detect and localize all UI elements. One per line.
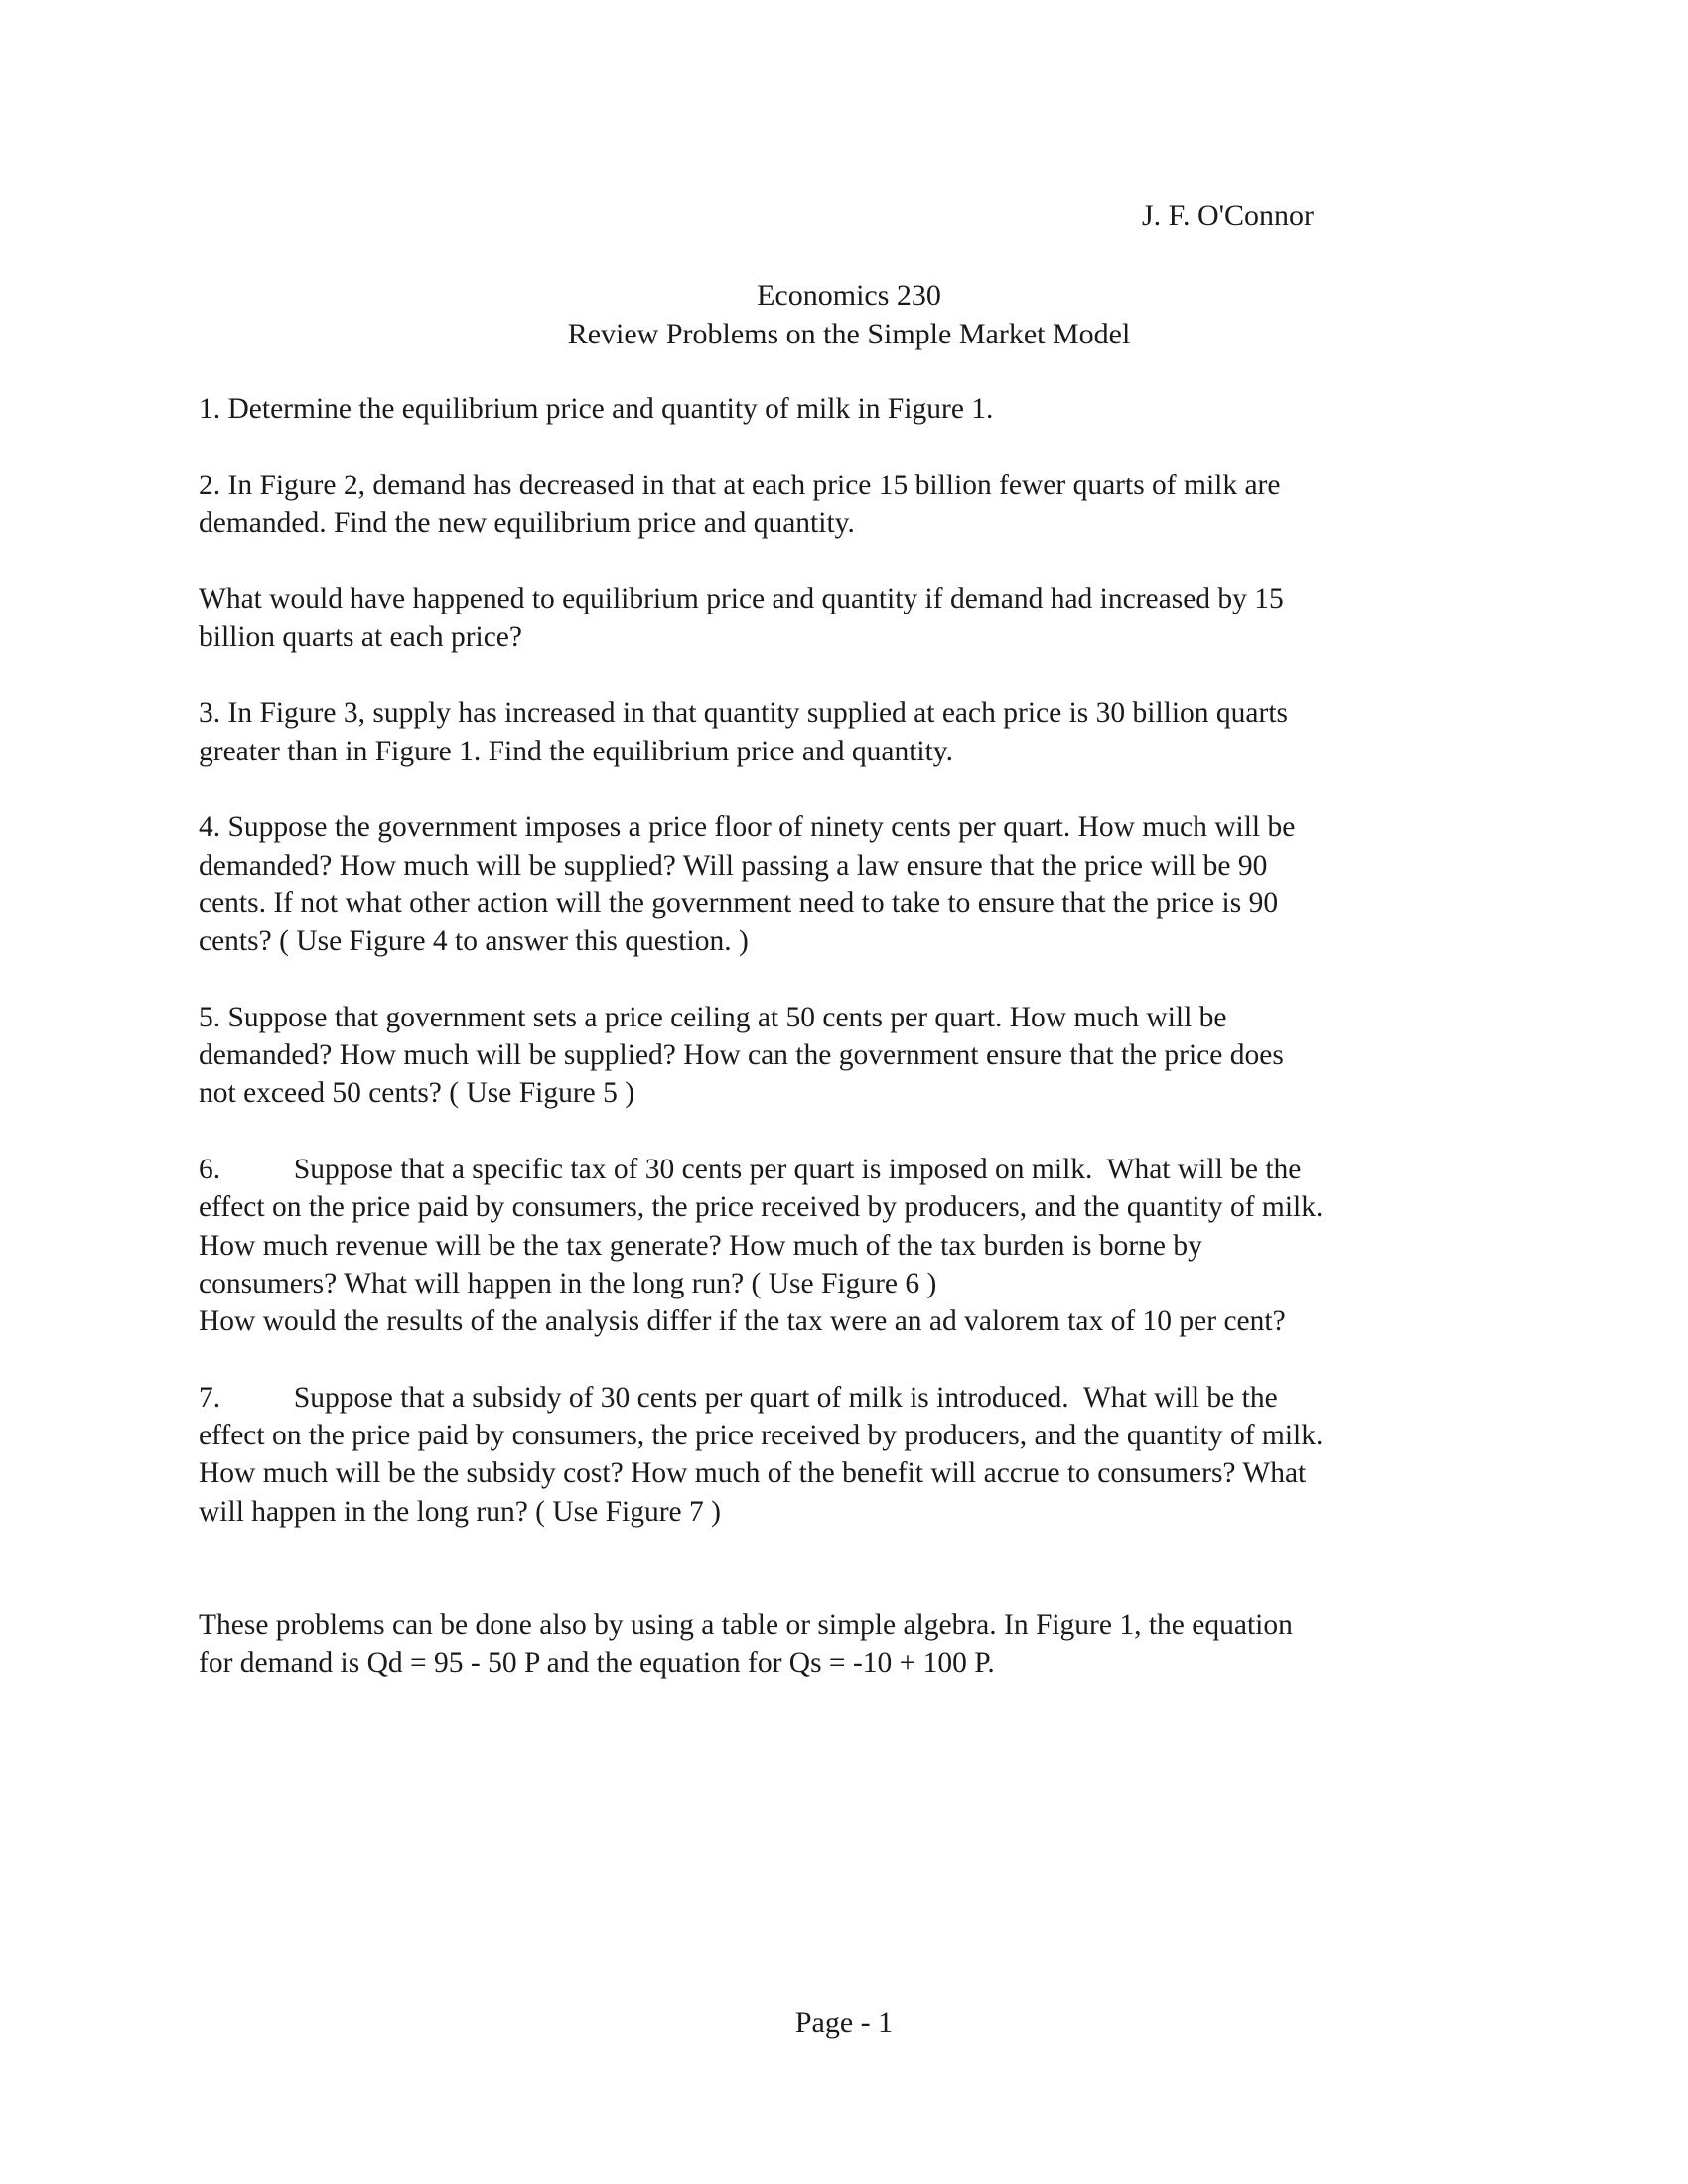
text-line: 7. Suppose that a subsidy of 30 cents per quart of milk is introduced. What will be the [199, 1381, 1278, 1414]
document-title: Review Problems on the Simple Market Model [567, 318, 1131, 350]
text-line: demanded? How much will be supplied? How can the government ensure that the price does [199, 1039, 1284, 1072]
text-line: effect on the price paid by consumers, the price received by producers, and the quantity of milk. [199, 1420, 1324, 1452]
text-line: demanded? How much will be supplied? Will passing a law ensure that the price will be 90 [199, 849, 1268, 882]
text-line: billion quarts at each price? [199, 620, 522, 653]
text-line: 2. In Figure 2, demand has decreased in that at each price 15 billion fewer quarts of milk are [199, 469, 1281, 501]
title-block [0, 276, 1688, 353]
text-line: cents. If not what other action will the government need to take to ensure that the price is 90 [199, 887, 1279, 919]
text-line: What would have happened to equilibrium price and quantity if demand had increased by 15 [199, 583, 1284, 615]
text-line: not exceed 50 cents? ( Use Figure 5 ) [199, 1077, 635, 1110]
text-line: 5. Suppose that government sets a price ceiling at 50 cents per quart. How much will be [199, 1001, 1227, 1033]
problem-2-followup [199, 580, 1489, 656]
text-line: will happen in the long run? ( Use Figure 7 ) [199, 1495, 721, 1528]
author-name: J. F. O'Connor [1142, 200, 1315, 232]
text-line: How much will be the subsidy cost? How much of the benefit will accrue to consumers? What [199, 1457, 1307, 1490]
problem-1 [199, 390, 1489, 428]
problem-3 [199, 694, 1489, 770]
text-line: 3. In Figure 3, supply has increased in that quantity supplied at each price is 30 billion quarts [199, 697, 1289, 730]
problem-6 [199, 1151, 1489, 1340]
problem-2 [199, 467, 1489, 543]
text-line: How would the results of the analysis differ if the tax were an ad valorem tax of 10 per cent? [199, 1305, 1286, 1338]
text-line: 4. Suppose the government imposes a price floor of ninety cents per quart. How much will be [199, 811, 1296, 844]
text-line: demanded. Find the new equilibrium price and quantity. [199, 506, 855, 539]
page-number: Page - 1 [794, 2006, 894, 2039]
text-line: cents? ( Use Figure 4 to answer this question. ) [199, 925, 749, 958]
course-title: Economics 230 [757, 279, 941, 312]
text-line: 6. Suppose that a specific tax of 30 cents per quart is imposed on milk. What will be the [199, 1153, 1302, 1185]
problem-4 [199, 808, 1489, 960]
text-line: greater than in Figure 1. Find the equilibrium price and quantity. [199, 735, 953, 767]
text-line: for demand is Qd = 95 - 50 P and the equation for Qs = -10 + 100 P. [199, 1647, 995, 1680]
text-line: effect on the price paid by consumers, the price received by producers, and the quantity of milk. [199, 1191, 1324, 1224]
text-line: How much revenue will be the tax generate? How much of the tax burden is borne by [199, 1229, 1202, 1262]
problem-7 [199, 1379, 1489, 1531]
text-line: These problems can be done also by using a table or simple algebra. In Figure 1, the equation [199, 1608, 1293, 1641]
text-line: consumers? What will happen in the long run? ( Use Figure 6 ) [199, 1267, 937, 1299]
problem-5 [199, 999, 1489, 1113]
closing-note [199, 1606, 1489, 1683]
text-line: 1. Determine the equilibrium price and quantity of milk in Figure 1. [199, 393, 994, 425]
problems-body [199, 390, 1489, 1720]
